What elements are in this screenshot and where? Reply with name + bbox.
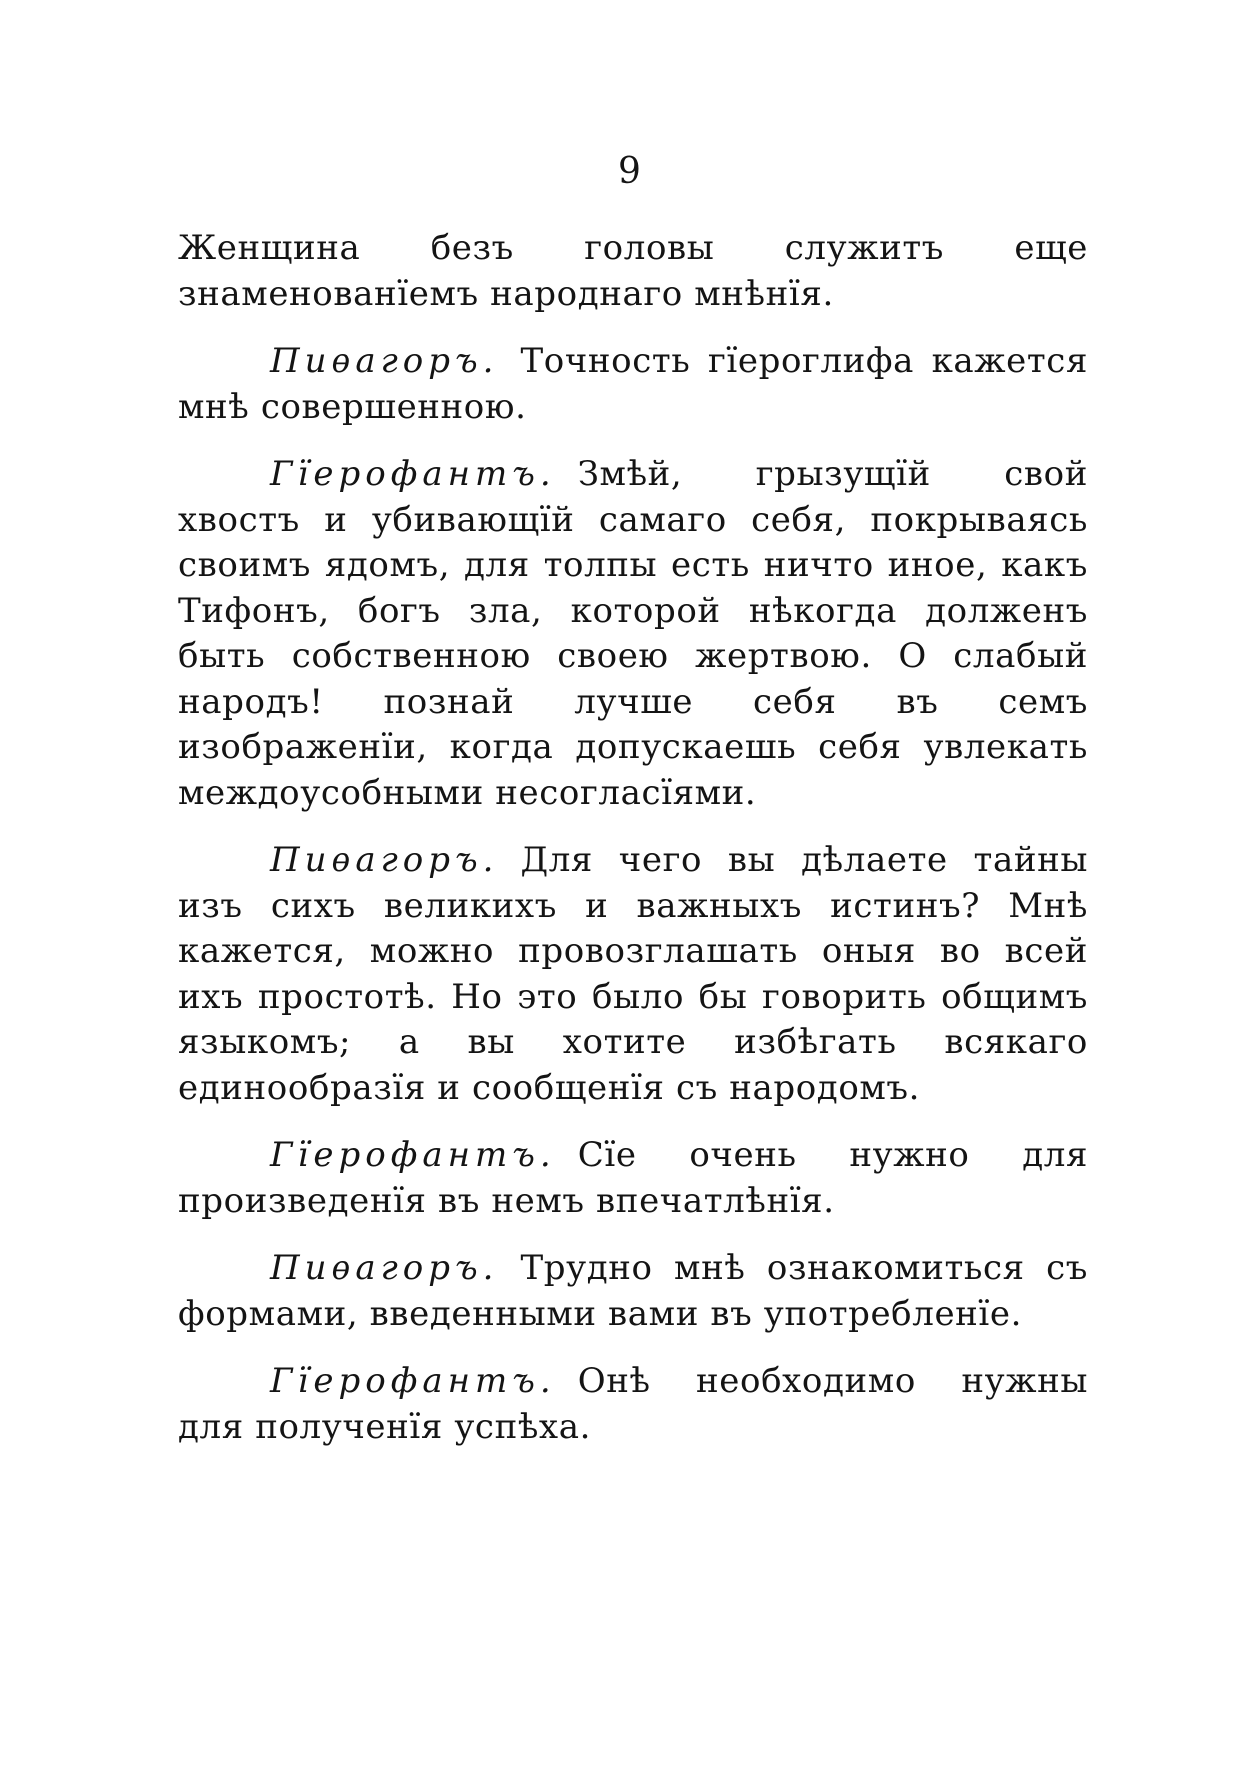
paragraph-text: Для чего вы дѣлаете тайны изъ сихъ великихъ и важныхъ истинъ? Мнѣ кажется, можно провозглашать оныя во всей ихъ простотѣ. Но это было бы говорить общимъ языкомъ; а вы хотите избѣгать всякаго единообразїя и сообщенїя съ народомъ.	[178, 840, 1088, 1108]
speaker-name: Гїерофантъ.	[270, 1361, 556, 1401]
speaker-name: Гїерофантъ.	[270, 454, 556, 494]
speaker-name: Пиѳагоръ.	[270, 840, 499, 880]
paragraph-2	[178, 339, 1088, 430]
paragraph-7	[178, 1359, 1088, 1450]
page-number: 9	[618, 151, 641, 192]
speaker-name: Пиѳагоръ.	[270, 341, 499, 381]
paragraph-1	[178, 226, 1088, 317]
paragraph-text: Точность гїероглифа кажется мнѣ совершенною.	[178, 341, 1088, 427]
paragraph-3	[178, 452, 1088, 816]
paragraph-text: Женщина безъ головы служитъ еще знаменованїемъ народнаго мнѣнїя.	[178, 228, 1088, 314]
speaker-name: Пиѳагоръ.	[270, 1248, 499, 1288]
paragraph-text: Трудно мнѣ ознакомиться съ формами, введенными вами въ употребленїе.	[178, 1248, 1088, 1334]
paragraph-5	[178, 1133, 1088, 1224]
paragraph-4	[178, 838, 1088, 1111]
speaker-name: Гїерофантъ.	[270, 1135, 556, 1175]
paragraph-text: Змѣй, грызущїй свой хвостъ и убивающїй самаго себя, покрываясь своимъ ядомъ, для толпы есть ничто иное, какъ Тифонъ, богъ зла, которой нѣкогда долженъ быть собственною своею жертвою. О слабый народъ! познай лучше себя въ семъ изображенїи, когда допускаешь себя увлекать междоусобными несогласїями.	[178, 454, 1088, 813]
paragraph-text: Сїе очень нужно для произведенїя въ немъ впечатлѣнїя.	[178, 1135, 1088, 1221]
paragraph-6	[178, 1246, 1088, 1337]
paragraph-text: Онѣ необходимо нужны для полученїя успѣха.	[178, 1361, 1088, 1447]
body-text	[178, 226, 1088, 1472]
